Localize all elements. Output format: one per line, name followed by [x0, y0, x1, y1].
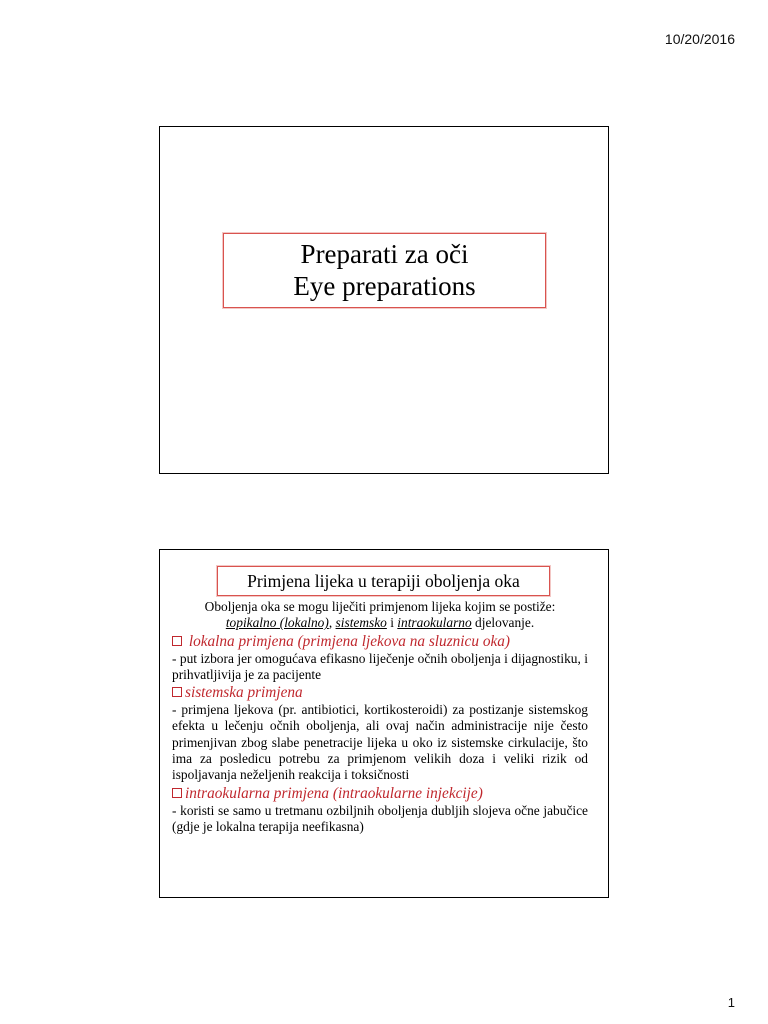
checkbox-bullet-icon [172, 636, 182, 646]
title-line-2: Eye preparations [293, 271, 476, 301]
intro-line-1: Oboljenja oka se mogu liječiti primjenom lijeka kojim se postiže: [204, 599, 556, 614]
section-text-local: - put izbora jer omogućava efikasno liječenje očnih oboljenja i dijagnostiku, i prihvatljivija je za pacijente [172, 650, 588, 682]
title-line-1: Preparati za oči [300, 239, 469, 269]
intro-systemic: sistemsko [335, 615, 387, 631]
page-date: 10/20/2016 [664, 31, 735, 47]
section-heading-systemic: sistemska primjena [172, 684, 588, 702]
intro-and: i [386, 615, 398, 631]
section-heading-intraocular: intraokularna primjena (intraokularne injekcije) [172, 785, 588, 803]
intro-end: djelovanje. [471, 615, 535, 631]
intro-comma: , [328, 615, 336, 631]
page-number: 1 [727, 995, 735, 1010]
slide-title-box [223, 233, 546, 308]
intro-line-2 [172, 615, 588, 631]
slide-heading: Primjena lijeka u terapiji oboljenja oka [217, 566, 550, 596]
checkbox-bullet-icon [172, 687, 182, 697]
checkbox-bullet-icon [172, 788, 182, 798]
slide-1 [159, 126, 609, 474]
section-heading-local: lokalna primjena (primjena ljekova na sluznicu oka) [172, 633, 588, 651]
section-text-intraocular: - koristi se samo u tretmanu ozbiljnih oboljenja dubljih slojeva očne jabučice (gdje je lokalna terapija neefikasna) [172, 802, 588, 834]
slide-content [172, 599, 588, 835]
slide-2 [159, 549, 609, 898]
intro-topical: topikalno (lokalno) [225, 615, 329, 631]
intro-intraocular: intraokularno [397, 615, 472, 631]
section-text-systemic: - primjena ljekova (pr. antibiotici, kortikosteroidi) za postizanje sistemskog efekta u lečenju očnih oboljenja, ali ovaj način administracije nije često primenjivan zbog slabe penetracije lijeka u oko iz sistemske cirkulacije, što ima za posledicu potrebu za primjenom velikih doza i veliki rizik od ispoljavanja neželjenih reakcija i toksičnosti [172, 702, 588, 783]
